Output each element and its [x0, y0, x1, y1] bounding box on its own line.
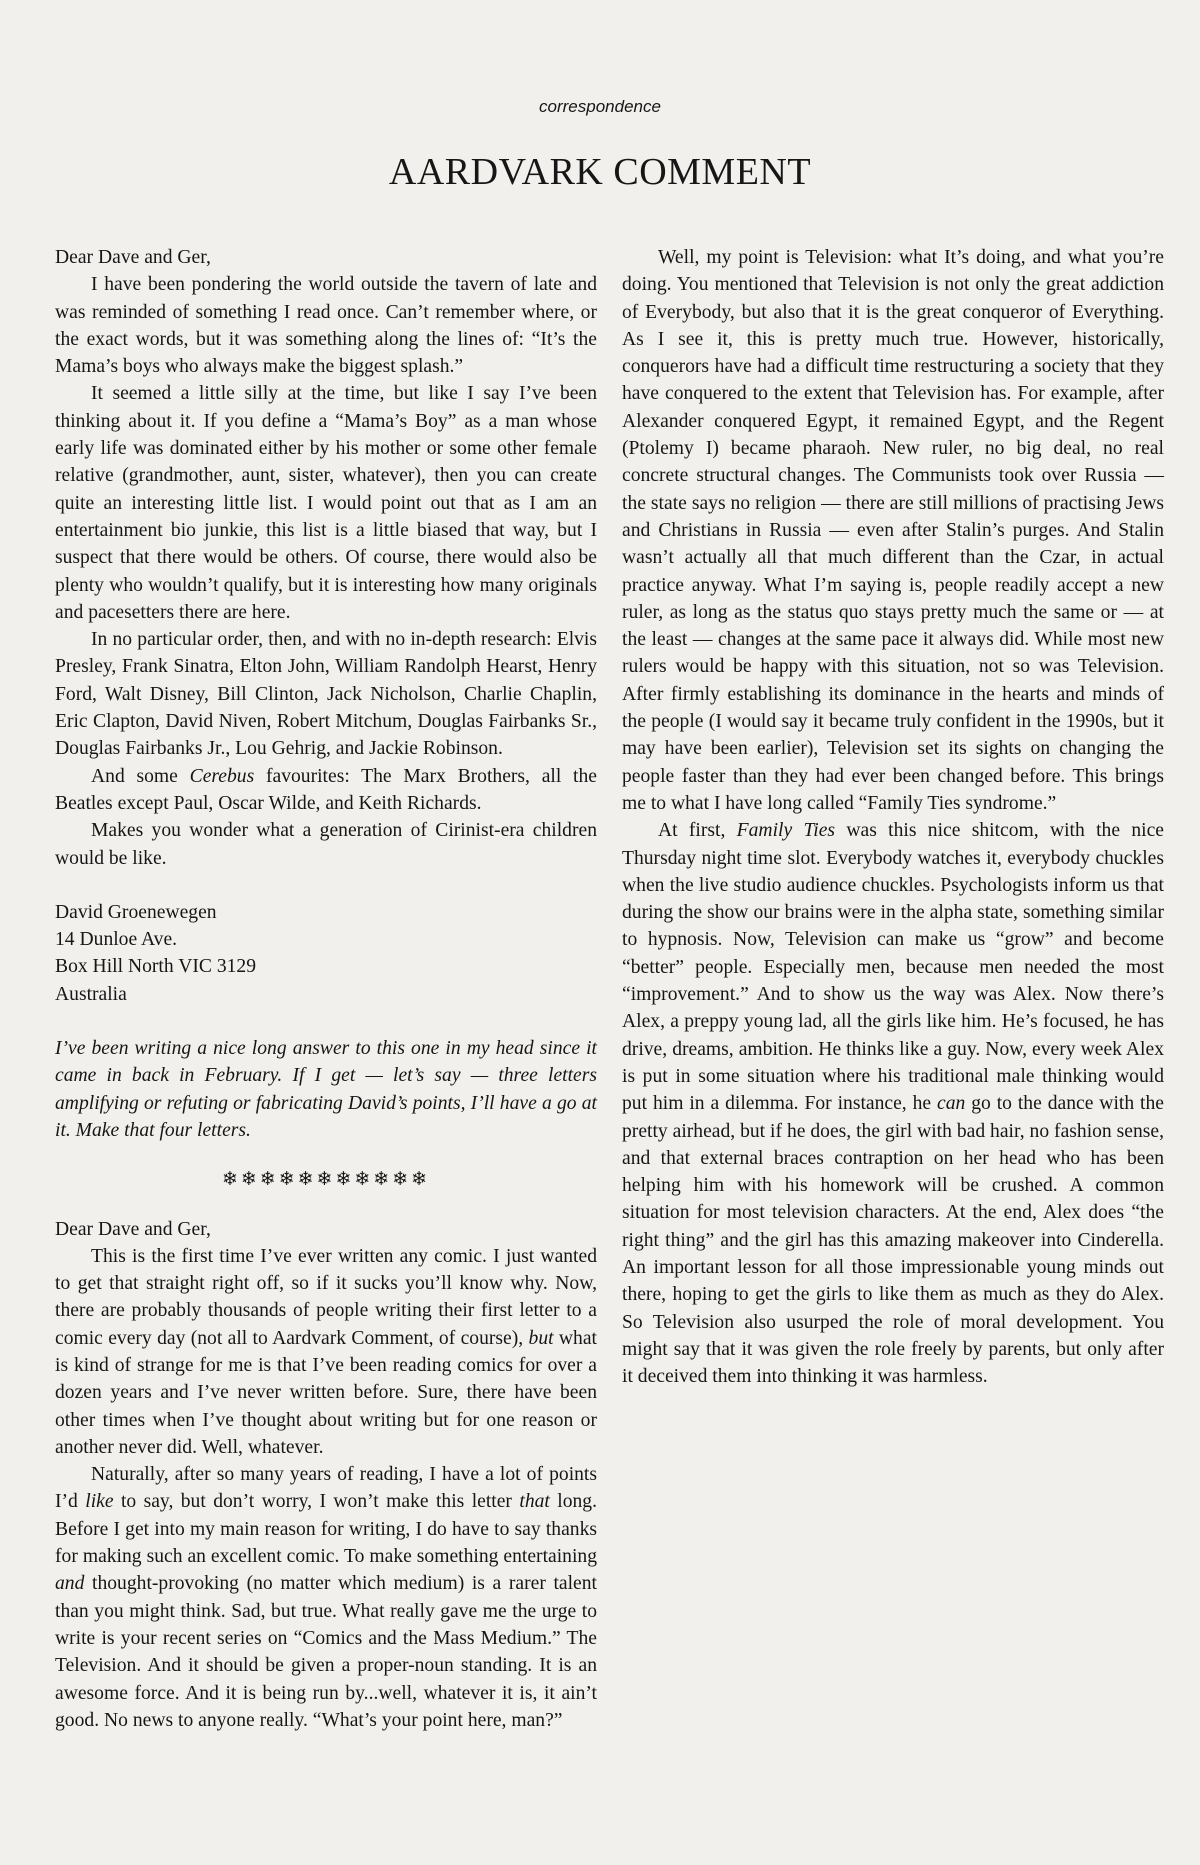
signature-city: Box Hill North VIC 3129 — [55, 956, 257, 978]
right-column — [622, 244, 1164, 1390]
family-ties-title: Family Ties — [736, 820, 836, 842]
page-title: AARDVARK COMMENT — [388, 151, 812, 193]
letter2-paragraph-3: Well, my point is Television: what It’s doing, and what you’re doing. You mentioned that Television is not only the great addiction of Everybody, but also that it is the great conqueror of Everything. As I see it, this is pretty much true. However, historically, conquerors have had a difficult time restructuring a society that they have conquered to the extent that Television has. For example, after Alexander conquered Egypt, it remained Egypt, and the Regent (Ptolemy I) became pharaoh. New ruler, no big deal, no real concrete structural changes. The Communists took over Russia — the state says no religion — there are still millions of practising Jews and Christians in Russia — even after Stalin’s purges. And Stalin wasn’t actually all that much different than the Czar, in actual practice anyway. What I’m saying is, people readily accept a new ruler, as long as the status quo stays pretty much the same or — at the least — changes at the same pace it always did. While most new rulers would be happy with this situation, not so was Television. After firmly establishing its dominance in the hearts and minds of the people (I would say it became truly confident in the 1990s, but it may have been earlier), Television set its sights on changing the people faster than they had ever been changed before. This brings me to what I have long called “Family Ties syndrome.” — [622, 247, 1164, 814]
letter1-paragraph-2: It seemed a little silly at the time, but like I say I’ve been thinking about it. If you define a “Mama’s Boy” as a man whose early life was dominated either by his mother or some other female relative (grandmother, aunt, sister, whatever), then you can create quite an interesting little list. I would point out that as I am an entertainment bio junkie, this list is a little biased that way, but I suspect that there would be others. Of course, there would also be plenty who wouldn’t qualify, but it is interesting how many originals and pacesetters there are here. — [55, 383, 597, 623]
letter2-salutation: Dear Dave and Ger, — [55, 1218, 211, 1240]
signature-country: Australia — [55, 983, 127, 1005]
letter2-paragraph-2: Naturally, after so many years of reading, I have a lot of points I’d like to say, but don’t worry, I won’t make this letter that long. Before I get into my main reason for writing, I do have to say thanks for making such an excellent comic. To make something entertaining and thought-provoking (no matter which medium) is a rarer talent than you might think. Sad, but true. What really gave me the urge to write is your recent series on “Comics and the Mass Medium.” The Television. And it should be given a proper-noun standing. It is an awesome force. And it is being run by...well, whatever it is, it ain’t good. No news to anyone really. “What’s your point here, man?” — [55, 1464, 598, 1731]
snowflake-divider: ❄❄❄❄❄❄❄❄❄❄❄ — [221, 1168, 431, 1191]
left-column — [55, 244, 597, 1734]
signature-street: 14 Dunloe Ave. — [55, 929, 178, 951]
section-label: correspondence — [539, 97, 661, 116]
letter1-paragraph-5: Makes you wonder what a generation of Cirinist-era children would be like. — [55, 820, 597, 869]
letter1-salutation: Dear Dave and Ger, — [55, 247, 211, 268]
signature-name: David Groenewegen — [55, 901, 217, 923]
letter1-signature — [55, 899, 597, 1008]
letter1-paragraph-1: I have been pondering the world outside the tavern of late and was reminded of something I read once. Can’t remember where, or the exact words, but it was something along the lines of: “It’s the Mama’s boys who always make the biggest splash.” — [55, 274, 597, 378]
editor-reply: I’ve been writing a nice long answer to this one in my head since it came in back in February. If I get — let’s say — three letters amplifying or refuting or fabricating David’s points, I’ll have a go at it. Make that four letters. — [55, 1038, 597, 1141]
letter2-paragraph-4: At first, Family Ties was this nice shitcom, with the nice Thursday night time slot. Everybody watches it, everybody chuckles when the live studio audience chuckles. Psychologists inform us that during the show our brains were in the alpha state, something similar to hypnosis. Now, Television can make us “grow” and become “better” people. Especially men, because men needed the most “improvement.” And to show us the way was Alex. Now there’s Alex, a preppy young lad, all the girls like him. He’s focused, he has drive, dreams, ambition. He thinks like a guy. Now, every week Alex is put in some situation where his traditional male thinking would put him in a dilemma. For instance, he can go to the dance with the pretty airhead, but if he does, the girl with bad hair, no fashion sense, and that external braces contraption on her head who has been helping him with his homework will be crushed. A common situation for most television characters. At the end, Alex does “the right thing” and the girl has this amazing makeover into Cinderella. An important lesson for all those impressionable young minds out there, hoping to get the girls to like them as much as they do Alex. So Television also usurped the role of moral development. You might say that it was given the role freely by parents, but only after it deceived them into thinking it was harmless. — [622, 820, 1164, 1388]
cerebus-title: Cerebus — [189, 765, 255, 787]
letter1-paragraph-3: In no particular order, then, and with no in-depth research: Elvis Presley, Frank Sinatra, Elton John, William Randolph Hearst, Henry Ford, Walt Disney, Bill Clinton, Jack Nicholson, Charlie Chaplin, Eric Clapton, David Niven, Robert Mitchum, Douglas Fairbanks Sr., Douglas Fairbanks Jr., Lou Gehrig, and Jackie Robinson. — [55, 629, 597, 760]
letter1-paragraph-4: And some Cerebus favourites: The Marx Brothers, all the Beatles except Paul, Oscar Wilde, and Keith Richards. — [55, 765, 597, 814]
letter2-paragraph-1: This is the first time I’ve ever written any comic. I just wanted to get that straight right off, so if it sucks you’ll know why. Now, there are probably thousands of people writing their first letter to a comic every day (not all to Aardvark Comment, of course), but what is kind of strange for me is that I’ve been reading comics for over a dozen years and I’ve never written before. Sure, there have been other times when I’ve thought about writing but for one reason or another never did. Well, whatever. — [55, 1245, 597, 1458]
